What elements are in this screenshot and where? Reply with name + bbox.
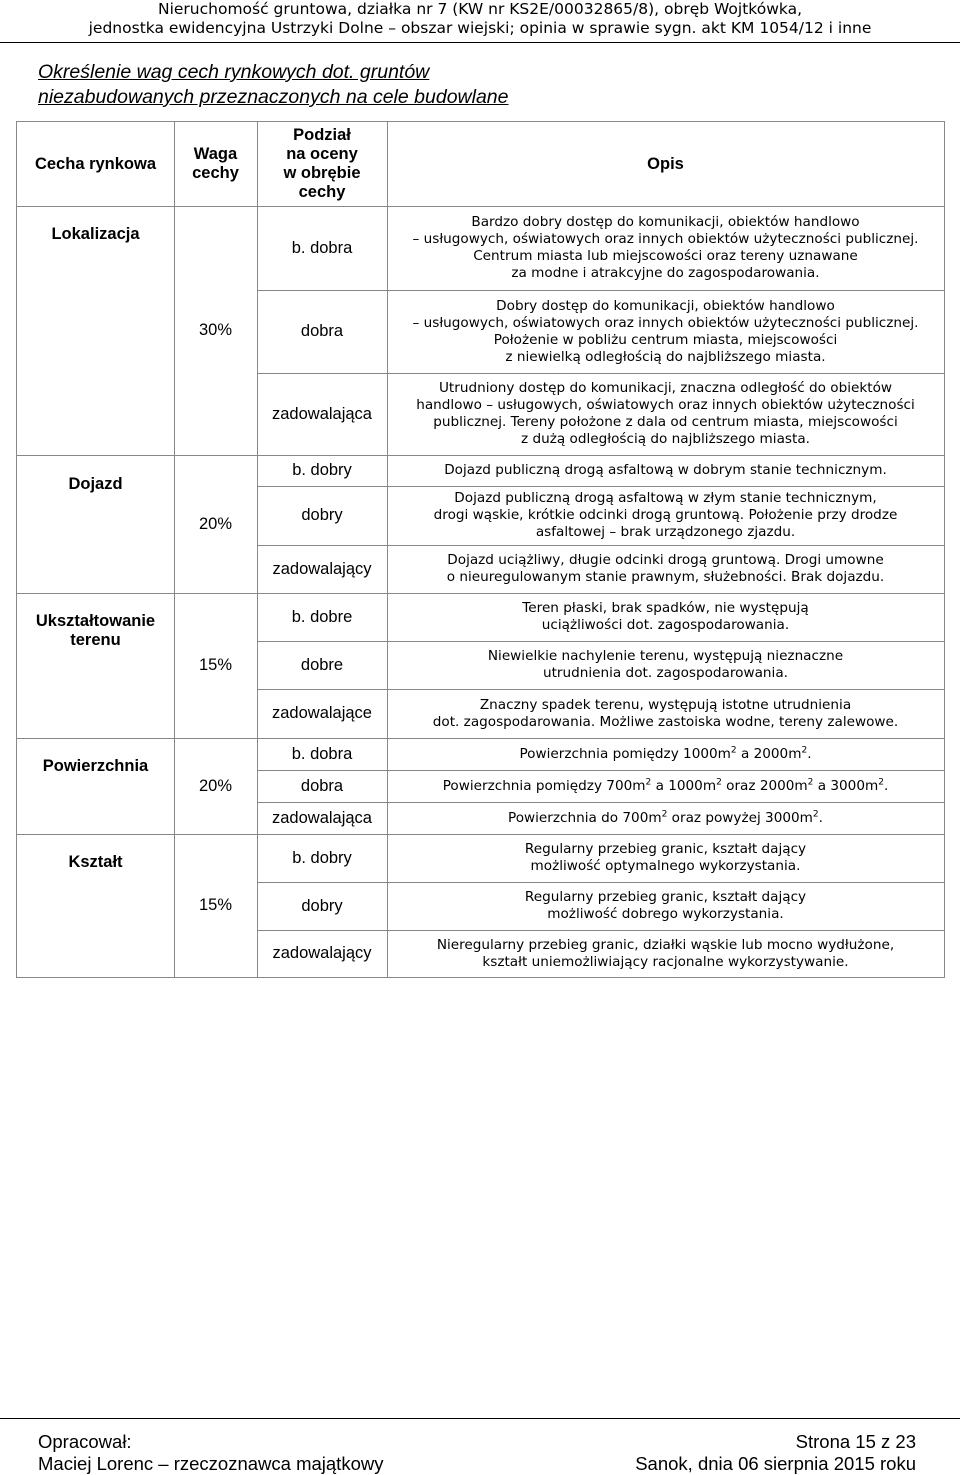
header-podzial-line: w obrębie [283,164,361,182]
desc-line: Nieregularny przebieg granic, działki wąskie lub mocno wydłużone, [436,936,895,953]
desc-line: Niewielkie nachylenie terenu, występują nieznaczne [487,648,844,664]
desc-dojazd-1: Dojazd publiczną drogą asfaltową w dobrym stanie technicznym. [444,462,887,478]
feature-uksztaltowanie [17,610,174,652]
desc-lokalizacja-3 [387,373,944,455]
desc-ksztalt-3 [387,930,944,977]
desc-text: Powierzchnia do 700 [508,809,649,826]
desc-text: oraz powyżej 3000 [667,809,800,826]
desc-line: za modne i atrakcyjne do zagospodarowania. [511,265,820,281]
desc-powierzchnia-1 [387,738,944,770]
superscript-2: 2 [645,776,652,787]
superscript-2: 2 [807,776,814,787]
unit-m: m [717,745,731,762]
superscript-2: 2 [730,744,737,755]
desc-uksztaltowanie-1 [387,593,944,641]
unit-m: m [702,777,717,794]
desc-line: Centrum miasta lub miejscowości oraz tereny uznawane [473,248,858,264]
feature-powierzchnia: Powierzchnia [42,756,149,775]
desc-line: możliwość dobrego wykorzystania. [547,906,784,922]
weight-lokalizacja: 30% [198,321,233,339]
unit-m: m [864,777,879,794]
desc-line: drogi wąskie, krótkie odcinki drogą gruntową. Położenie przy drodze [433,507,898,523]
rating-dojazd-2: dobry [301,506,343,524]
superscript-2: 2 [716,776,722,787]
desc-lokalizacja-2 [387,290,944,373]
desc-line: kształt uniemożliwiający racjonalne wykorzystywanie. [482,953,849,970]
page-footer [0,1418,960,1474]
unit-m: m [799,809,813,826]
desc-ksztalt-2 [387,882,944,930]
section-title-line-1: Określenie wag cech rynkowych dot. gruntów [38,61,430,83]
desc-powierzchnia-3 [387,802,944,834]
desc-line: – usługowych, oświatowych oraz innych obiektów użyteczności publicznej. [412,231,919,247]
rating-powierzchnia-2: dobra [300,776,344,795]
unit-m: m [632,777,646,794]
desc-line: z dużą odległością do najbliższego miasta. [521,431,810,447]
rating-powierzchnia-1: b. dobra [291,744,353,763]
rating-uksztaltowanie-3: zadowalające [272,704,372,722]
weight-uksztaltowanie: 15% [198,656,233,674]
header-waga-line: cechy [192,164,239,182]
unit-m: m [648,809,662,826]
desc-text: a 1000 [651,777,703,794]
rating-lokalizacja-2: dobra [300,322,344,340]
desc-text: . [818,809,823,826]
desc-uksztaltowanie-3 [387,689,944,738]
header-opis: Opis [647,154,684,173]
rating-ksztalt-2: dobry [301,896,343,915]
desc-line: uciążliwości dot. zagospodarowania. [541,617,790,633]
desc-line: Znaczny spadek terenu, występują istotne utrudnienia [479,696,852,713]
desc-line: Położenie w pobliżu centrum miasta, miejscowości [493,331,838,348]
rating-ksztalt-1: b. dobry [292,848,352,867]
desc-line: Bardzo dobry dostęp do komunikacji, obiektów handlowo [471,214,860,230]
rating-lokalizacja-1: b. dobra [291,238,353,257]
header-podzial [257,122,387,206]
feature-dojazd: Dojazd [68,474,123,493]
desc-dojazd-2 [387,486,944,545]
header-line-2: jednostka ewidencyjna Ustrzyki Dolne – obszar wiejski; opinia w sprawie sygn. akt KM 1054/12 i inne [88,19,872,37]
desc-text: . [807,745,812,762]
desc-text: Powierzchnia pomiędzy 1000 [519,745,718,762]
feature-name-line: Ukształtowanie [35,612,156,630]
desc-line: dot. zagospodarowania. Możliwe zastoiska wodne, tereny zalewowe. [432,713,899,730]
desc-line: Regularny przebieg granic, kształt dający [524,889,807,905]
rating-lokalizacja-3: zadowalająca [272,404,372,423]
desc-line: z niewielką odległością do najbliższego miasta. [505,348,826,365]
desc-text: oraz 2000 [721,777,795,794]
superscript-2: 2 [878,776,884,787]
desc-line: o nieuregulowanym stanie prawnym, służebności. Brak dojazdu. [446,569,885,585]
desc-line: Teren płaski, brak spadków, nie występują [522,600,809,616]
footer-page-info [635,1431,916,1475]
rating-ksztalt-3: zadowalający [272,944,372,962]
rating-uksztaltowanie-2: dobre [300,655,344,674]
rating-dojazd-3: zadowalający [272,559,372,578]
feature-name-line: terenu [70,631,121,649]
header-podzial-line: na oceny [286,145,358,163]
header-waga-line: Waga [193,145,238,163]
desc-line: – usługowych, oświatowych oraz innych obiektów użyteczności publicznej. [412,314,919,331]
weight-ksztalt: 15% [198,896,233,914]
feature-ksztalt: Kształt [68,852,123,871]
page-header [0,0,960,43]
rating-uksztaltowanie-1: b. dobre [291,607,353,626]
desc-line: publicznej. Tereny położone z dala od centrum miasta, miejscowości [433,414,898,430]
footer-author [38,1431,383,1475]
footer-page-number: Strona 15 z 23 [795,1431,916,1452]
desc-line: możliwość optymalnego wykorzystania. [530,858,801,874]
desc-text: Powierzchnia pomiędzy 700 [442,777,633,794]
desc-line: utrudnienia dot. zagospodarowania. [542,665,788,681]
weight-powierzchnia: 20% [198,776,233,795]
desc-line: Dobry dostęp do komunikacji, obiektów handlowo [496,297,835,314]
desc-line: Utrudniony dostęp do komunikacji, znaczna odległość do obiektów [438,380,893,396]
footer-author-name: Maciej Lorenc – rzeczoznawca majątkowy [38,1453,384,1474]
footer-date: Sanok, dnia 06 sierpnia 2015 roku [635,1453,916,1474]
desc-dojazd-3 [387,545,944,593]
desc-ksztalt-1 [387,834,944,882]
header-line-1: Nieruchomość gruntowa, działka nr 7 (KW nr KS2E/00032865/8), obręb Wojtkówka, [157,0,803,18]
desc-powierzchnia-2 [387,770,944,802]
desc-lokalizacja-1 [387,206,944,290]
weights-table [16,121,945,978]
desc-text: . [883,777,889,794]
superscript-2: 2 [801,744,808,755]
footer-author-label: Opracował: [38,1431,132,1452]
header-cecha: Cecha rynkowa [34,154,157,173]
desc-line: Dojazd publiczną drogą asfaltową w złym stanie technicznym, [454,490,877,506]
superscript-2: 2 [661,808,668,819]
rating-dojazd-1: b. dobry [292,461,352,479]
superscript-2: 2 [812,808,819,819]
desc-line: Dojazd uciążliwy, długie odcinki drogą gruntową. Drogi umowne [447,552,884,568]
desc-uksztaltowanie-2 [387,641,944,689]
rating-powierzchnia-3: zadowalająca [272,808,372,827]
desc-line: handlowo – usługowych, oświatowych oraz innych obiektów użyteczności [416,397,915,413]
header-waga [174,122,257,206]
unit-m: m [788,745,802,762]
section-title [38,60,738,110]
desc-line: Regularny przebieg granic, kształt dający [524,841,807,857]
section-title-line-2: niezabudowanych przeznaczonych na cele budowlane [38,86,509,108]
header-podzial-line: cechy [298,183,346,201]
desc-text: a 3000 [813,777,865,794]
header-podzial-line: Podział [293,126,351,144]
desc-line: asfaltowej – brak urządzonego zjazdu. [535,524,796,540]
unit-m: m [794,777,808,794]
feature-lokalizacja: Lokalizacja [51,224,140,243]
weight-dojazd: 20% [198,514,233,533]
desc-text: a 2000 [736,745,789,762]
